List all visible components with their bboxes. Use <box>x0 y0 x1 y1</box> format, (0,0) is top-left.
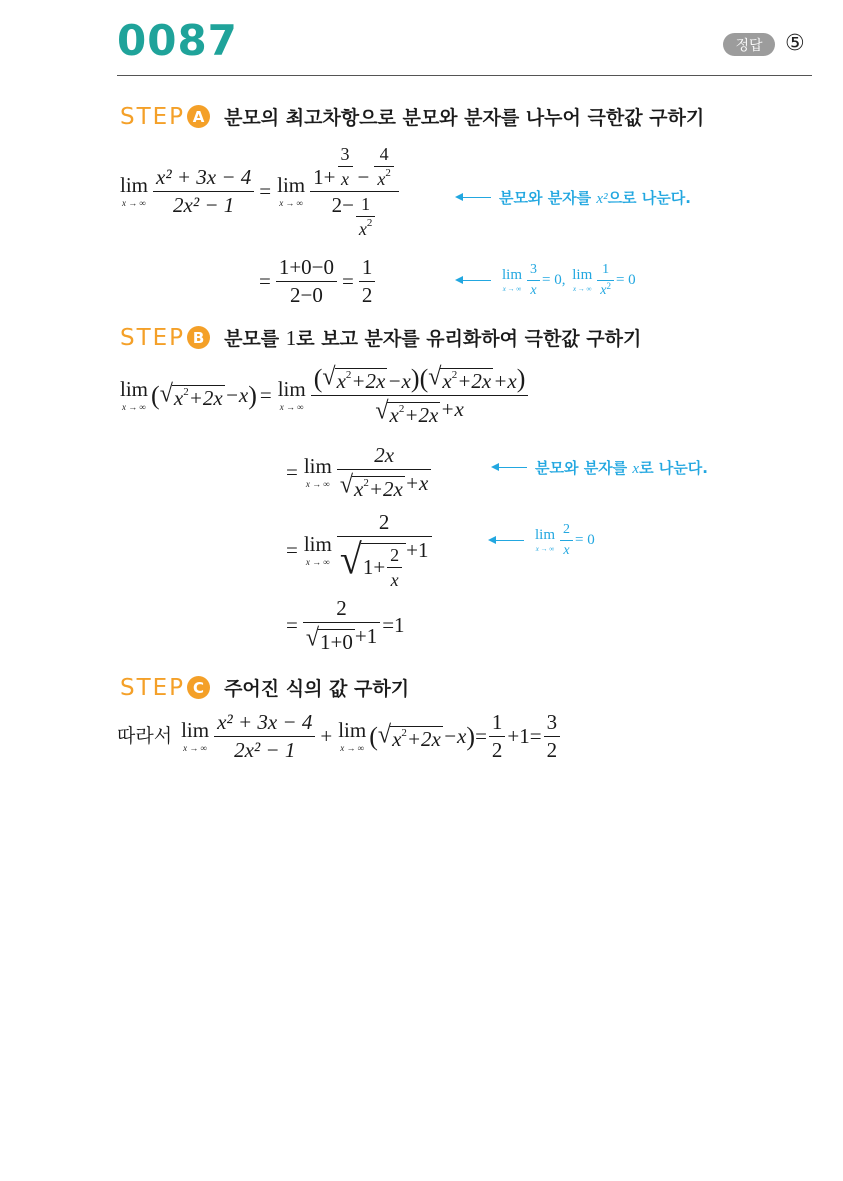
step-badge-c: C <box>187 676 210 699</box>
answer-value: ⑤ <box>785 31 805 56</box>
fraction: $\frac{\text{x² + 3x − 4}}{\text{2x² − 1}}$ <box>153 167 254 216</box>
step-b-equation-2: = lim x → ∞ 2x √ $x^2+2x$ +x <box>283 445 433 500</box>
step-label: STEP <box>120 674 186 701</box>
note-divide-by-x: 분모와 분자를 x로 나눈다. <box>493 457 708 478</box>
complex-fraction: 1+ $\frac{3}{x}$ − 4 x 2 2− 1 x 2 <box>310 145 399 238</box>
limit: lim x → ∞ <box>120 173 149 208</box>
step-b-equation-4: = 2 √ 1+0 +1 =1 <box>286 596 405 654</box>
note-limit-zero: lim x → ∞ $\frac{2}{x}$ = 0 <box>490 523 595 558</box>
step-b-equation-3: = lim x → ∞ 2 √ 1+ $\frac{2}{x}$ +1 <box>283 512 434 589</box>
limit: lim x → ∞ <box>277 173 306 208</box>
step-c-heading <box>120 674 409 701</box>
left-arrow-icon <box>457 280 491 282</box>
step-label: STEP <box>120 324 186 351</box>
step-b-heading <box>120 324 641 351</box>
step-title: 분모의 최고차항으로 분모와 분자를 나누어 극한값 구하기 <box>224 107 705 129</box>
header-divider <box>117 75 812 76</box>
step-label: STEP <box>120 103 186 130</box>
step-b-equation-1: lim x → ∞ ( √ $x^2+2x$ −x ) = lim x → ∞ ( √ $x^2+2x$ −x ) ( √ $x^2+2x$ +x ) √ $x^2+2x$ +x <box>117 365 530 426</box>
problem-number: 0087 <box>117 16 238 65</box>
left-arrow-icon <box>493 467 527 469</box>
note-limits-zero: lim x → ∞ $\frac{3}{x}$ = 0, lim x → ∞ 1 x 2 = 0 <box>457 263 636 298</box>
step-a-equation-2: = $\frac{1+0-0}{2-0}$ = $\frac{1}{2}$ <box>256 257 377 306</box>
step-title: 주어진 식의 값 구하기 <box>224 678 410 700</box>
step-a-equation-1: lim x → ∞ $\frac{\text{x² + 3x − 4}}{\text{2x² − 1}}$ = lim x → ∞ 1+ $\frac{3}{x}$ − 4 x 2 2− 1 x 2 <box>117 145 401 238</box>
step-a-heading <box>120 103 704 130</box>
left-arrow-icon <box>457 197 491 199</box>
step-c-equation: 따라서 lim x → ∞ $\frac{\text{x² + 3x − 4}}{\text{2x² − 1}}$ + lim x → ∞ ( √ $x^2+2x$ −x ) = $\frac{1}{2}$ +1= $\frac{3}{2}$ <box>117 712 562 761</box>
left-arrow-icon <box>490 540 524 542</box>
step-badge-b: B <box>187 326 210 349</box>
note-divide-by-x-squared: 분모와 분자를 x²으로 나눈다. <box>457 187 691 208</box>
step-badge-a: A <box>187 105 210 128</box>
answer-label: 정답 <box>723 33 775 56</box>
step-title: 분모를 1로 보고 분자를 유리화하여 극한값 구하기 <box>224 326 642 350</box>
